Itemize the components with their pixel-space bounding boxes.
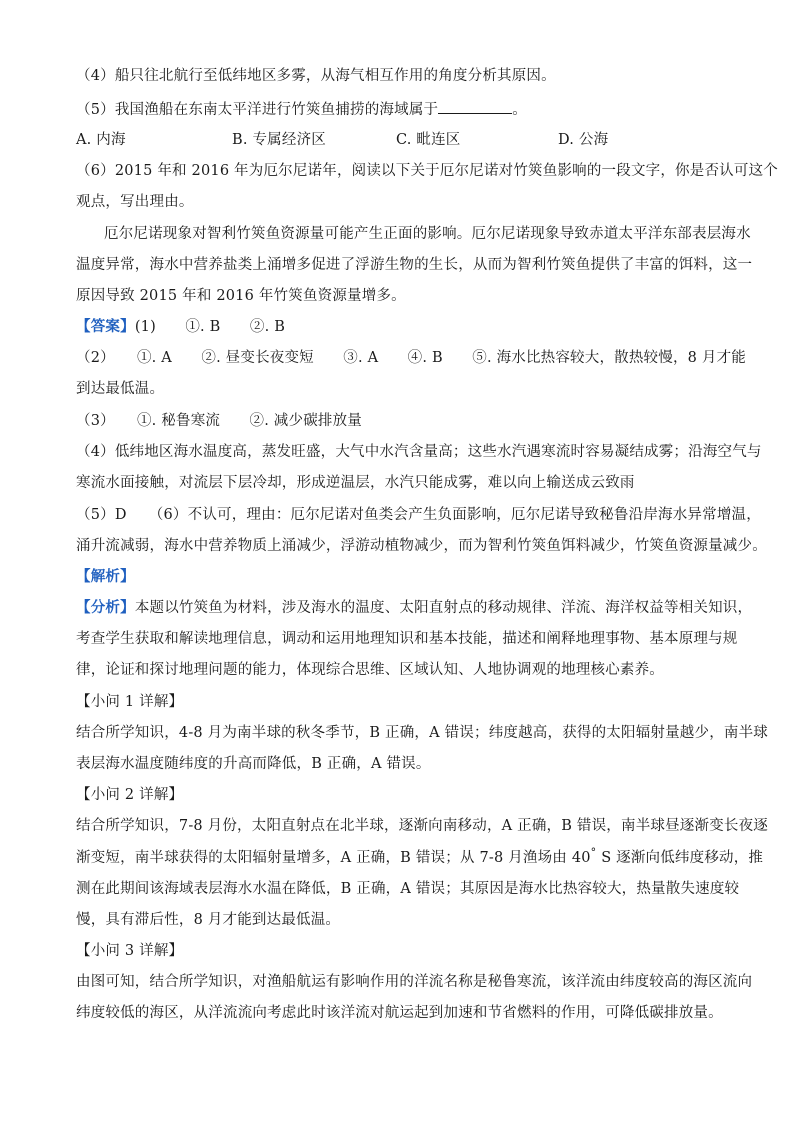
answer-line: （5）D （6）不认可，理由：厄尔尼诺对鱼类会产生负面影响，厄尔尼诺导致秘鲁沿岸海水异常增温，	[76, 507, 761, 523]
question-5-suffix: 。	[512, 102, 527, 118]
analysis-line: 由图可知，结合所学知识，对渔船航运有影响作用的洋流名称是秘鲁寒流，该洋流由纬度较高的海区流向	[76, 974, 753, 990]
analysis-line: 纬度较低的海区，从洋流流向考虑此时该洋流对航运起到加速和节省燃料的作用，可降低碳排放量。	[76, 1005, 723, 1021]
question-4: （4）船只往北航行至低纬地区多雾，从海气相互作用的角度分析其原因。	[76, 68, 556, 84]
sub-question-3-heading: 【小问 3 详解】	[76, 943, 184, 959]
answer-tag: 【答案】	[76, 318, 135, 335]
sub-question-1-heading: 【小问 1 详解】	[76, 694, 184, 710]
answer-line: 到达最低温。	[76, 381, 165, 397]
answer-line: 寒流水面接触，对流层下层冷却，形成逆温层，水汽只能成雾，难以向上输送成云致雨	[76, 475, 635, 491]
analysis-line: 律，论证和探讨地理问题的能力，体现综合思维、区域认知、人地协调观的地理核心素养。	[76, 662, 664, 678]
analysis-line	[76, 846, 764, 868]
question-6-line: 观点，写出理由。	[76, 194, 194, 210]
option-a: A. 内海	[76, 132, 126, 148]
question-5-prefix: （5）我国渔船在东南太平洋进行竹筴鱼捕捞的海域属于	[76, 102, 439, 118]
analysis-line: 慢，具有滞后性，8 月才能到达最低温。	[76, 912, 341, 928]
answer-line: （2） ①. A ②. 昼变长夜变短 ③. A ④. B ⑤. 海水比热容较大，散热较慢，8 月才能	[76, 350, 746, 366]
passage-line: 厄尔尼诺现象对智利竹筴鱼资源量可能产生正面的影响。厄尔尼诺现象导致赤道太平洋东部表层海水	[104, 226, 751, 242]
analysis-line: 结合所学知识，7-8 月份，太阳直射点在北半球，逐渐向南移动，A 正确，B 错误，南半球昼逐渐变长夜逐	[76, 818, 769, 834]
passage-line: 温度异常，海水中营养盐类上涌增多促进了浮游生物的生长，从而为智利竹筴鱼提供了丰富的饵料，这一	[76, 257, 753, 273]
fenxi-text: 本题以竹筴鱼为材料，涉及海水的温度、太阳直射点的移动规律、洋流、海洋权益等相关知识，	[134, 600, 753, 616]
analysis-text: S 逐渐向低纬度移动，推	[601, 850, 764, 866]
answer-line	[76, 317, 726, 337]
option-b: B. 专属经济区	[232, 132, 326, 148]
answer-line: （3） ①. 秘鲁寒流 ②. 减少碳排放量	[76, 413, 363, 429]
answer-line: （4）低纬地区海水温度高，蒸发旺盛，大气中水汽含量高；这些水汽遇寒流时容易凝结成雾；沿海空气与	[76, 444, 762, 460]
analysis-line: 考查学生获取和解读地理信息，调动和运用地理知识和基本技能，描述和阐释地理事物、基本原理与规	[76, 631, 738, 647]
question-5	[76, 99, 726, 120]
sub-question-2-heading: 【小问 2 详解】	[76, 787, 184, 803]
option-c: C. 毗连区	[396, 132, 461, 148]
analysis-line	[76, 598, 753, 618]
answer-line: 涌升流减弱，海水中营养物质上涌减少，浮游动植物减少，而为智利竹筴鱼饵料减少，竹筴鱼资源量减少。	[76, 538, 767, 554]
analysis-heading	[76, 567, 726, 587]
option-d: D. 公海	[558, 132, 609, 148]
fenxi-tag: 【分析】	[76, 599, 135, 616]
analysis-line: 表层海水温度随纬度的升高而降低，B 正确，A 错误。	[76, 756, 431, 772]
question-6-line: （6）2015 年和 2016 年为厄尔尼诺年，阅读以下关于厄尔尼诺对竹筴鱼影响的一段文字，你是否认可这个	[76, 163, 778, 179]
analysis-line: 结合所学知识，4-8 月为南半球的秋冬季节，B 正确，A 错误；纬度越高，获得的太阳辐射量越少，南半球	[76, 725, 769, 741]
analysis-line: 测在此期间该海域表层海水水温在降低，B 正确，A 错误；其原因是海水比热容较大，热量散失速度较	[76, 881, 740, 897]
degree-symbol: °	[590, 846, 597, 860]
answer-1: (1) ①. B ②. B	[134, 319, 286, 335]
answer-blank	[438, 99, 512, 114]
passage-line: 原因导致 2015 年和 2016 年竹筴鱼资源量增多。	[76, 288, 406, 304]
analysis-text: 渐变短，南半球获得的太阳辐射量增多，A 正确，B 错误；从 7-8 月渔场由 40	[76, 850, 591, 866]
analysis-tag: 【解析】	[76, 568, 135, 585]
